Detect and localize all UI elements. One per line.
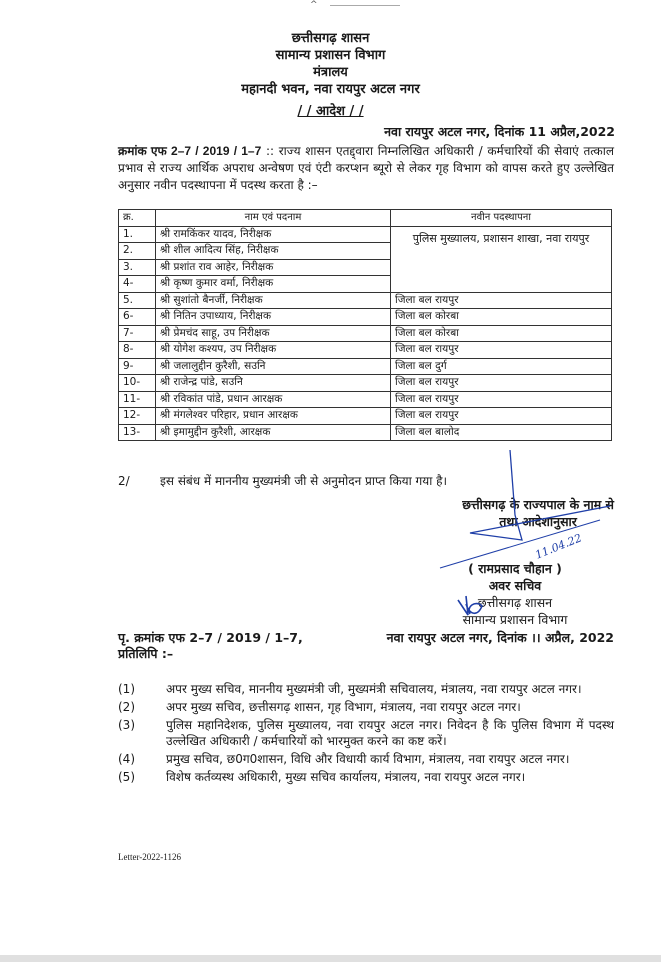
scan-line: [330, 5, 400, 6]
handwritten-date: 11.04.22: [533, 531, 584, 562]
copy-dateline: नवा रायपुर अटल नगर, दिनांक ।। अप्रैल, 2022: [386, 630, 614, 645]
list-item-text: अपर मुख्य सचिव, माननीय मुख्यमंत्री जी, मुख्यमंत्री सचिवालय, मंत्रालय, नवा रायपुर अटल नगर।: [166, 682, 582, 696]
paragraph-2-text: इस संबंध में माननीय मुख्यमंत्री जी से अनुमोदन प्राप्त किया गया है।: [160, 474, 448, 488]
table-row: [119, 325, 612, 342]
list-item: [118, 681, 614, 697]
scan-mark: ^: [310, 0, 318, 10]
row-serial: 1.: [119, 226, 156, 243]
list-item-number: (4): [118, 752, 135, 766]
table-row: [119, 408, 612, 425]
department-name: सामान्य प्रशासन विभाग: [275, 48, 386, 63]
list-item-text: अपर मुख्य सचिव, छत्तीसगढ़ शासन, गृह विभाग, मंत्रालय, नवा रायपुर अटल नगर।: [166, 700, 521, 714]
signatory-org1: छत्तीसगढ़ शासन: [477, 595, 553, 610]
row-name: श्री राजेन्द्र पांडे, सउनि: [156, 375, 391, 392]
list-item: [118, 699, 614, 715]
row-name: श्री रामकिंकर यादव, निरीक्षक: [156, 226, 391, 243]
row-posting: जिला बल कोरबा: [391, 309, 612, 326]
paragraph-2: [118, 472, 447, 489]
order-number: क्रमांक एफ 2–7 / 2019 / 1–7: [118, 144, 262, 158]
row-serial: 8-: [119, 342, 156, 359]
col-serial: क्र.: [119, 210, 156, 227]
row-serial: 7-: [119, 325, 156, 342]
row-serial: 6-: [119, 309, 156, 326]
order-dateline: नवा रायपुर अटल नगर, दिनांक 11 अप्रैल,2022: [384, 124, 615, 139]
list-item-text: पुलिस महानिदेशक, पुलिस मुख्यालय, नवा रायपुर अटल नगर। निवेदन है कि पुलिस विभाग में पदस्थ उल्लेखित अधिकारी / कर्मचारियों को भारमुक्त करने का कष्ट करें।: [166, 718, 614, 748]
signatory-name: ( रामप्रसाद चौहान ): [468, 561, 562, 576]
row-name: श्री मंगलेश्वर परिहार, प्रधान आरक्षक: [156, 408, 391, 425]
row-name: श्री कृष्ण कुमार वर्मा, निरीक्षक: [156, 276, 391, 293]
row-serial: 2.: [119, 243, 156, 260]
table-row: [119, 424, 612, 441]
scan-edge: [0, 955, 661, 962]
ministry-name: मंत्रालय: [313, 65, 348, 80]
row-posting: जिला बल कोरबा: [391, 325, 612, 342]
signatory-designation: अवर सचिव: [488, 578, 542, 593]
row-name: श्री शील आदित्य सिंह, निरीक्षक: [156, 243, 391, 260]
list-item-number: (3): [118, 718, 135, 732]
table-row: [119, 358, 612, 375]
list-item-number: (1): [118, 682, 135, 696]
copy-number: पृ. क्रमांक एफ 2–7 / 2019 / 1–7,: [118, 630, 303, 645]
row-name: श्री जलालुद्दीन कुरैशी, सउनि: [156, 358, 391, 375]
col-name: नाम एवं पदनाम: [156, 210, 391, 227]
letterhead: [0, 30, 661, 98]
govt-name: छत्तीसगढ़ शासन: [291, 31, 370, 46]
authority-line-1: छत्तीसगढ़ के राज्यपाल के नाम से: [462, 497, 614, 512]
address: महानदी भवन, नवा रायपुर अटल नगर: [241, 82, 420, 97]
row-posting: जिला बल रायपुर: [391, 391, 612, 408]
authority-line: [462, 496, 614, 530]
row-name: श्री सुशांतो बैनर्जी, निरीक्षक: [156, 292, 391, 309]
row-posting: जिला बल दुर्ग: [391, 358, 612, 375]
table-row: [119, 342, 612, 359]
letter-reference: Letter-2022-1126: [118, 852, 181, 862]
list-item-text: विशेष कर्तव्यस्थ अधिकारी, मुख्य सचिव कार्यालय, मंत्रालय, नवा रायपुर अटल नगर।: [166, 770, 526, 784]
table-row: [119, 292, 612, 309]
row-posting-merged: पुलिस मुख्यालय, प्रशासन शाखा, नवा रायपुर: [391, 226, 612, 292]
row-posting: जिला बल रायपुर: [391, 292, 612, 309]
row-name: श्री प्रेमचंद साहू, उप निरीक्षक: [156, 325, 391, 342]
list-item-number: (2): [118, 700, 135, 714]
row-name: श्री इमामुद्दीन कुरैशी, आरक्षक: [156, 424, 391, 441]
table-header-row: [119, 210, 612, 227]
copy-header: [118, 630, 614, 662]
list-item: [118, 751, 614, 767]
order-paragraph: [118, 143, 614, 194]
copy-list: [118, 681, 614, 787]
row-serial: 5.: [119, 292, 156, 309]
row-serial: 12-: [119, 408, 156, 425]
row-serial: 9-: [119, 358, 156, 375]
row-name: श्री योगेश कश्यप, उप निरीक्षक: [156, 342, 391, 359]
col-posting: नवीन पदस्थापना: [391, 210, 612, 227]
row-posting: जिला बल रायपुर: [391, 342, 612, 359]
row-serial: 3.: [119, 259, 156, 276]
order-title-text: / / आदेश / /: [297, 104, 364, 119]
row-serial: 11-: [119, 391, 156, 408]
row-name: श्री रविकांत पांडे, प्रधान आरक्षक: [156, 391, 391, 408]
row-serial: 4-: [119, 276, 156, 293]
list-item-number: (5): [118, 770, 135, 784]
row-serial: 10-: [119, 375, 156, 392]
list-item: [118, 717, 614, 749]
order-body: :: राज्य शासन एतद्द्वारा निम्नलिखित अधिकारी / कर्मचारियों की सेवाएं तत्काल प्रभाव से राज्य आर्थिक अपराध अन्वेषण एवं एंटी करप्शन ब्यूरो से लेकर गृह विभाग को वापस करते हुए उल्लेखित अनुसार नवीन पदस्थापना में पदस्थ करता है :–: [118, 144, 615, 192]
list-item-text: प्रमुख सचिव, छ0ग0शासन, विधि और विधायी कार्य विभाग, मंत्रालय, नवा रायपुर अटल नगर।: [166, 752, 570, 766]
table-row: [119, 391, 612, 408]
row-name: श्री प्रशांत राव आहेर, निरीक्षक: [156, 259, 391, 276]
signatory-block: [400, 560, 630, 628]
row-posting: जिला बल बालोद: [391, 424, 612, 441]
table-row: [119, 226, 612, 243]
table-row: [119, 375, 612, 392]
copy-label: प्रतिलिपि :–: [118, 646, 174, 661]
paragraph-2-number: 2/: [118, 474, 130, 488]
order-title: [0, 101, 661, 119]
signatory-org2: सामान्य प्रशासन विभाग: [462, 612, 568, 627]
row-posting: जिला बल रायपुर: [391, 375, 612, 392]
authority-line-2: तथा आदेशानुसार: [499, 514, 577, 529]
list-item: [118, 769, 614, 785]
row-name: श्री नितिन उपाध्याय, निरीक्षक: [156, 309, 391, 326]
transfer-table: [118, 209, 612, 441]
row-posting: जिला बल रायपुर: [391, 408, 612, 425]
row-serial: 13-: [119, 424, 156, 441]
table-row: [119, 309, 612, 326]
